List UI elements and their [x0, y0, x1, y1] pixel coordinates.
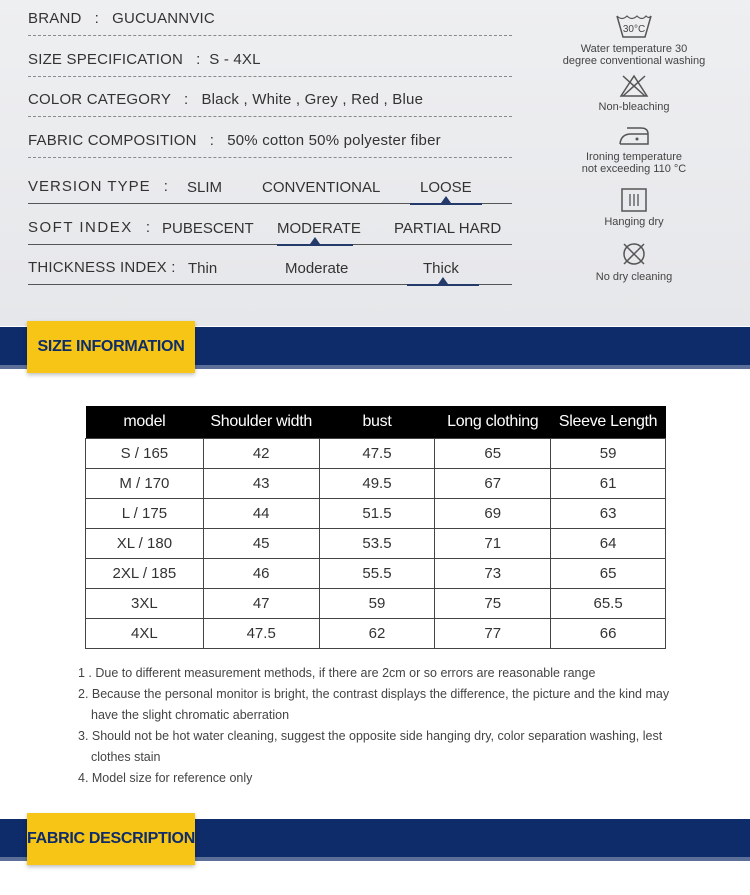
index-thickness: THICKNESS INDEX : [28, 259, 512, 285]
version-option-loose: LOOSE [420, 179, 472, 196]
table-row [86, 498, 666, 528]
product-spec-panel [0, 0, 750, 326]
index-version-label: VERSION TYPE [28, 178, 151, 195]
cell-sleeve: 65.5 [551, 588, 666, 618]
cell-length: 71 [435, 528, 551, 558]
cell-model: M / 170 [86, 468, 204, 498]
cell-bust: 47.5 [319, 438, 435, 468]
version-option-slim: SLIM [187, 179, 223, 196]
cell-bust: 59 [319, 588, 435, 618]
no-dry-cleaning-icon [620, 240, 648, 268]
care-wash-30 [518, 12, 750, 67]
note-1: 1 . Due to different measurement methods, if there are 2cm or so errors are reasonable range [78, 666, 596, 680]
index-soft-label: SOFT INDEX [28, 219, 133, 236]
table-row [86, 438, 666, 468]
spec-color-label: COLOR CATEGORY [28, 91, 171, 108]
cell-sleeve: 61 [551, 468, 666, 498]
thickness-option-moderate: Moderate [285, 260, 349, 277]
table-row [86, 558, 666, 588]
cell-sleeve: 63 [551, 498, 666, 528]
cell-length: 69 [435, 498, 551, 528]
note-3: 3. Should not be hot water cleaning, suggest the opposite side hanging dry, color separation washing, lest clothes stain [78, 729, 663, 764]
cell-sleeve: 64 [551, 528, 666, 558]
size-table-header [86, 406, 666, 438]
non-bleaching-icon [619, 74, 649, 98]
table-row [86, 588, 666, 618]
cell-model: 3XL [86, 588, 204, 618]
cell-shoulder: 47 [203, 588, 319, 618]
cell-shoulder: 42 [203, 438, 319, 468]
spec-brand: BRAND : GUCUANNVIC [28, 10, 512, 36]
cell-bust: 55.5 [319, 558, 435, 588]
svg-text:30°C: 30°C [622, 24, 646, 35]
cell-length: 73 [435, 558, 551, 588]
spec-brand-label: BRAND [28, 10, 82, 27]
iron-icon [617, 122, 651, 148]
cell-shoulder: 45 [203, 528, 319, 558]
version-selected-marker [410, 203, 482, 205]
spec-fabric: FABRIC COMPOSITION : 50% cotton 50% polyester fiber [28, 132, 512, 158]
cell-shoulder: 47.5 [203, 618, 319, 648]
col-sleeve-length: Sleeve Length [551, 406, 666, 438]
care-ironing [518, 122, 750, 175]
cell-model: 4XL [86, 618, 204, 648]
spec-fabric-value: 50% cotton 50% polyester fiber [227, 132, 441, 149]
cell-shoulder: 43 [203, 468, 319, 498]
spec-size-label: SIZE SPECIFICATION [28, 51, 184, 68]
wash-30-icon [614, 12, 654, 40]
spec-size: SIZE SPECIFICATION : S - 4XL [28, 51, 512, 77]
soft-option-moderate: MODERATE [277, 220, 361, 237]
care-non-bleaching [518, 74, 750, 113]
care-wash-30-line-1: Water temperature 30 [580, 43, 688, 55]
care-hanging-dry [518, 187, 750, 228]
table-row [86, 468, 666, 498]
cell-bust: 51.5 [319, 498, 435, 528]
size-information-heading: SIZE INFORMATION [27, 321, 195, 373]
spec-brand-value: GUCUANNVIC [112, 10, 215, 27]
cell-sleeve: 59 [551, 438, 666, 468]
version-option-conventional: CONVENTIONAL [262, 179, 381, 196]
cell-shoulder: 44 [203, 498, 319, 528]
cell-model: L / 175 [86, 498, 204, 528]
size-notes [78, 663, 678, 789]
cell-sleeve: 66 [551, 618, 666, 648]
soft-option-pubescent: PUBESCENT [162, 220, 254, 237]
care-no-dry-cleaning-line-1: No dry cleaning [595, 271, 673, 283]
care-non-bleaching-line-1: Non-bleaching [598, 101, 670, 113]
fabric-description-heading: FABRIC DESCRIPTION [27, 813, 195, 865]
thickness-selected-marker [407, 284, 479, 286]
col-bust: bust [319, 406, 435, 438]
care-ironing-line-1: Ironing temperature [586, 151, 682, 163]
cell-bust: 49.5 [319, 468, 435, 498]
cell-shoulder: 46 [203, 558, 319, 588]
spec-fabric-label: FABRIC COMPOSITION [28, 132, 197, 149]
cell-model: 2XL / 185 [86, 558, 204, 588]
size-table [85, 406, 666, 649]
index-thickness-label: THICKNESS INDEX [28, 259, 167, 276]
cell-length: 67 [435, 468, 551, 498]
table-row [86, 528, 666, 558]
thickness-option-thin: Thin [188, 260, 218, 277]
cell-length: 75 [435, 588, 551, 618]
care-wash-30-line-2: degree conventional washing [562, 55, 706, 67]
cell-bust: 62 [319, 618, 435, 648]
soft-option-partial-hard: PARTIAL HARD [394, 220, 502, 237]
cell-sleeve: 65 [551, 558, 666, 588]
table-row [86, 618, 666, 648]
care-no-dry-cleaning [518, 240, 750, 283]
cell-model: XL / 180 [86, 528, 204, 558]
cell-length: 65 [435, 438, 551, 468]
col-shoulder-width: Shoulder width [203, 406, 319, 438]
care-hanging-dry-line-1: Hanging dry [604, 216, 664, 228]
index-version: VERSION TYPE : [28, 178, 512, 204]
thickness-option-thick: Thick [423, 260, 459, 277]
note-2: 2. Because the personal monitor is bright, the contrast displays the difference, the picture and the kind may have the slight chromatic aberration [78, 687, 670, 722]
hanging-dry-icon [620, 187, 648, 213]
note-4: 4. Model size for reference only [78, 771, 253, 785]
soft-selected-marker [277, 244, 353, 246]
spec-color-value: Black , White , Grey , Red , Blue [201, 91, 424, 108]
col-model: model [86, 406, 204, 438]
spec-size-value: S - 4XL [209, 51, 261, 68]
col-long-clothing: Long clothing [435, 406, 551, 438]
spec-color: COLOR CATEGORY : Black , White , Grey , Red , Blue [28, 91, 512, 117]
cell-bust: 53.5 [319, 528, 435, 558]
index-soft: SOFT INDEX : [28, 219, 512, 245]
cell-model: S / 165 [86, 438, 204, 468]
care-instructions [518, 0, 750, 326]
care-ironing-line-2: not exceeding 110 °C [581, 163, 687, 175]
cell-length: 77 [435, 618, 551, 648]
